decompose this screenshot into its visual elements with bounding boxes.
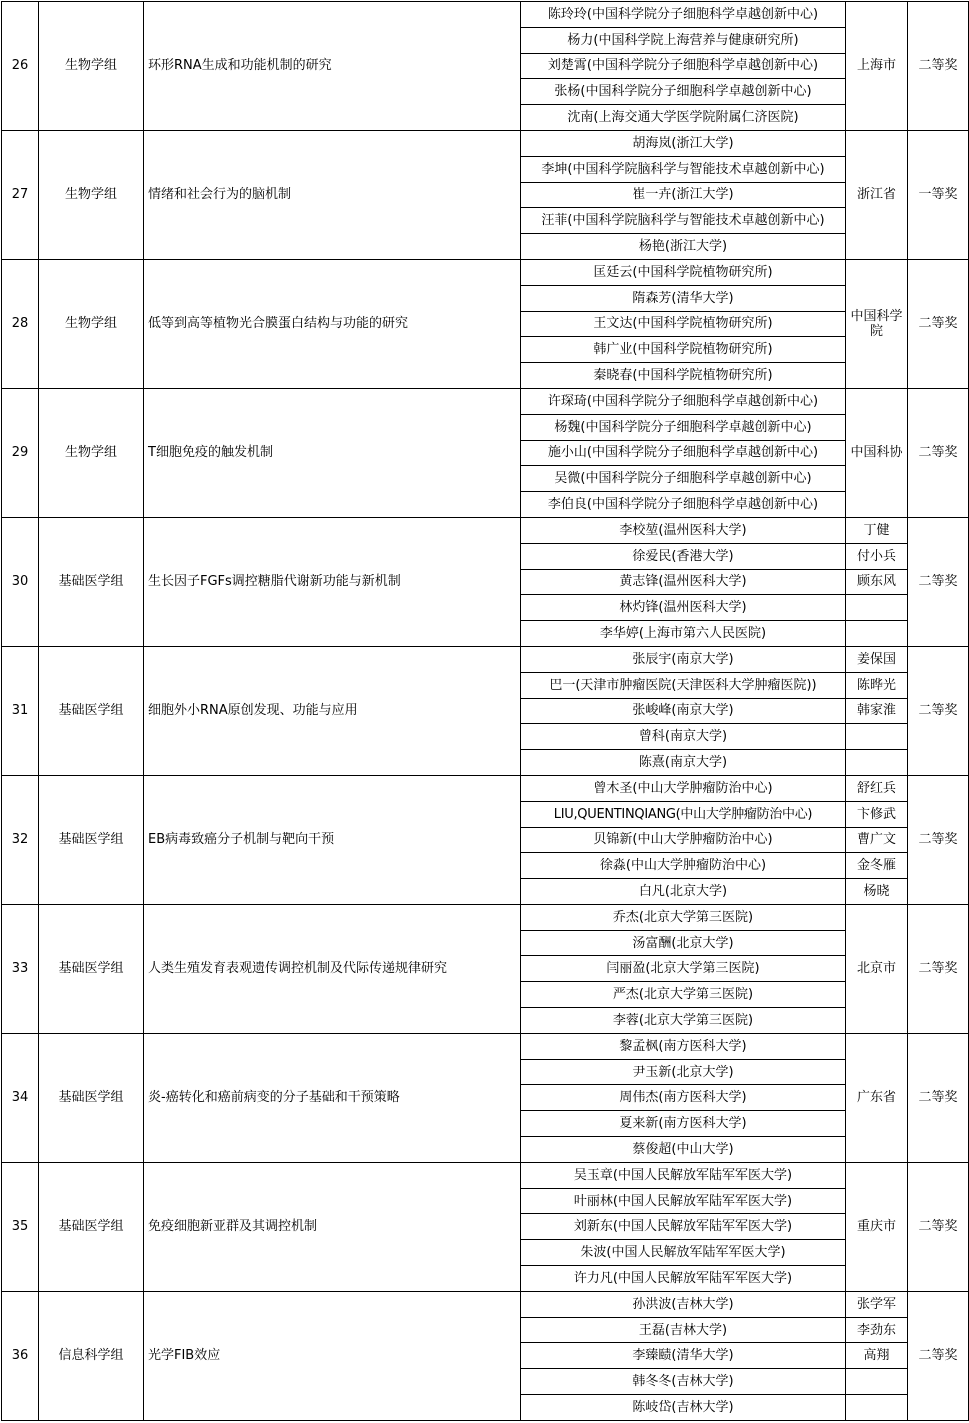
member-name: 李臻赜(清华大学) [521,1343,846,1369]
member-name: 曾科(南京大学) [521,724,846,750]
award-level: 二等奖 [908,775,969,904]
award-level: 二等奖 [908,904,969,1033]
member-name: 沈南(上海交通大学医学院附属仁济医院) [521,105,846,131]
member-name: 李校堃(温州医科大学) [521,517,846,543]
project-number: 26 [2,2,39,131]
recommender: 韩家淮 [846,698,908,724]
project-group: 信息科学组 [39,1291,144,1420]
member-name: 李华婷(上海市第六人民医院) [521,621,846,647]
member-name: 施小山(中国科学院分子细胞科学卓越创新中心) [521,440,846,466]
project-number: 35 [2,1162,39,1291]
recommender: 陈晔光 [846,672,908,698]
member-name: 孙洪波(吉林大学) [521,1291,846,1317]
project-group: 生物学组 [39,130,144,259]
member-name: 巴一(天津市肿瘤医院(天津医科大学肿瘤医院)) [521,672,846,698]
member-name: 贝锦新(中山大学肿瘤防治中心) [521,827,846,853]
member-name: 韩广业(中国科学院植物研究所) [521,337,846,363]
award-table-body [2,2,969,1421]
project-number: 31 [2,646,39,775]
member-name: 陈玲玲(中国科学院分子细胞科学卓越创新中心) [521,2,846,28]
award-level: 一等奖 [908,130,969,259]
recommender: 付小兵 [846,543,908,569]
table-row [2,2,969,28]
member-name: 胡海岚(浙江大学) [521,130,846,156]
table-row [2,904,969,930]
project-group: 基础医学组 [39,1033,144,1162]
member-name: 许力凡(中国人民解放军陆军军医大学) [521,1266,846,1292]
recommender: 重庆市 [846,1162,908,1291]
award-level: 二等奖 [908,646,969,775]
project-group: 生物学组 [39,388,144,517]
recommender: 上海市 [846,2,908,131]
member-name: 黎孟枫(南方医科大学) [521,1033,846,1059]
recommender: 中国科学院 [846,259,908,388]
table-row [2,1033,969,1059]
member-name: 严杰(北京大学第三医院) [521,982,846,1008]
member-name: 许琛琦(中国科学院分子细胞科学卓越创新中心) [521,388,846,414]
project-group: 生物学组 [39,259,144,388]
project-group: 基础医学组 [39,775,144,904]
award-level: 二等奖 [908,1291,969,1420]
project-number: 34 [2,1033,39,1162]
project-title: 炎-癌转化和癌前病变的分子基础和干预策略 [144,1033,521,1162]
award-level: 二等奖 [908,388,969,517]
member-name: 王磊(吉林大学) [521,1317,846,1343]
member-name: 蔡俊超(中山大学) [521,1137,846,1163]
recommender: 广东省 [846,1033,908,1162]
recommender [846,1369,908,1395]
member-name: 刘新东(中国人民解放军陆军军医大学) [521,1214,846,1240]
award-level: 二等奖 [908,259,969,388]
table-row [2,517,969,543]
project-number: 36 [2,1291,39,1420]
award-level: 二等奖 [908,517,969,646]
award-level: 二等奖 [908,1033,969,1162]
recommender: 顾东风 [846,569,908,595]
project-group: 基础医学组 [39,904,144,1033]
project-number: 30 [2,517,39,646]
project-title: 环形RNA生成和功能机制的研究 [144,2,521,131]
member-name: 杨魏(中国科学院分子细胞科学卓越创新中心) [521,414,846,440]
member-name: 吴微(中国科学院分子细胞科学卓越创新中心) [521,466,846,492]
project-number: 27 [2,130,39,259]
member-name: 王文达(中国科学院植物研究所) [521,311,846,337]
member-name: 张辰宇(南京大学) [521,646,846,672]
recommender [846,595,908,621]
member-name: 夏来新(南方医科大学) [521,1111,846,1137]
project-title: 人类生殖发育表观遗传调控机制及代际传递规律研究 [144,904,521,1033]
member-name: 曾木圣(中山大学肿瘤防治中心) [521,775,846,801]
member-name: 李蓉(北京大学第三医院) [521,1008,846,1034]
recommender: 曹广文 [846,827,908,853]
recommender [846,621,908,647]
project-title: 细胞外小RNA原创发现、功能与应用 [144,646,521,775]
table-row [2,130,969,156]
member-name: 汤富酬(北京大学) [521,930,846,956]
member-name: 李伯良(中国科学院分子细胞科学卓越创新中心) [521,492,846,518]
project-group: 生物学组 [39,2,144,131]
project-title: 生长因子FGFs调控糖脂代谢新功能与新机制 [144,517,521,646]
recommender: 丁健 [846,517,908,543]
member-name: 张峻峰(南京大学) [521,698,846,724]
recommender [846,1395,908,1421]
member-name: 徐爱民(香港大学) [521,543,846,569]
member-name: 尹玉新(北京大学) [521,1059,846,1085]
table-row [2,388,969,414]
member-name: 张杨(中国科学院分子细胞科学卓越创新中心) [521,79,846,105]
member-name: 黄志锋(温州医科大学) [521,569,846,595]
award-level: 二等奖 [908,1162,969,1291]
recommender: 中国科协 [846,388,908,517]
table-row [2,1291,969,1317]
project-title: EB病毒致癌分子机制与靶向干预 [144,775,521,904]
table-row [2,775,969,801]
project-number: 28 [2,259,39,388]
member-name: 崔一卉(浙江大学) [521,182,846,208]
award-table [1,1,969,1421]
member-name: 林灼锋(温州医科大学) [521,595,846,621]
project-group: 基础医学组 [39,517,144,646]
member-name: 徐淼(中山大学肿瘤防治中心) [521,853,846,879]
member-name: 陈岐岱(吉林大学) [521,1395,846,1421]
project-title: 免疫细胞新亚群及其调控机制 [144,1162,521,1291]
member-name: 秦晓春(中国科学院植物研究所) [521,363,846,389]
table-row [2,646,969,672]
recommender: 金冬雁 [846,853,908,879]
project-title: 低等到高等植物光合膜蛋白结构与功能的研究 [144,259,521,388]
member-name: 汪菲(中国科学院脑科学与智能技术卓越创新中心) [521,208,846,234]
member-name: 周伟杰(南方医科大学) [521,1085,846,1111]
member-name: 杨艳(浙江大学) [521,234,846,260]
member-name: 陈熹(南京大学) [521,750,846,776]
member-name: 杨力(中国科学院上海营养与健康研究所) [521,27,846,53]
project-group: 基础医学组 [39,646,144,775]
project-number: 29 [2,388,39,517]
project-group: 基础医学组 [39,1162,144,1291]
member-name: 乔杰(北京大学第三医院) [521,904,846,930]
recommender: 浙江省 [846,130,908,259]
recommender: 高翔 [846,1343,908,1369]
recommender: 北京市 [846,904,908,1033]
member-name: 刘楚霄(中国科学院分子细胞科学卓越创新中心) [521,53,846,79]
table-row [2,1162,969,1188]
recommender: 杨晓 [846,879,908,905]
recommender: 卞修武 [846,801,908,827]
table-row [2,259,969,285]
recommender: 张学军 [846,1291,908,1317]
member-name: 白凡(北京大学) [521,879,846,905]
member-name: 朱波(中国人民解放军陆军军医大学) [521,1240,846,1266]
project-title: T细胞免疫的触发机制 [144,388,521,517]
project-number: 32 [2,775,39,904]
member-name: 闫丽盈(北京大学第三医院) [521,956,846,982]
member-name: 匡廷云(中国科学院植物研究所) [521,259,846,285]
member-name: 吴玉章(中国人民解放军陆军军医大学) [521,1162,846,1188]
award-level: 二等奖 [908,2,969,131]
project-title: 情绪和社会行为的脑机制 [144,130,521,259]
member-name: 叶丽林(中国人民解放军陆军军医大学) [521,1188,846,1214]
member-name: 隋森芳(清华大学) [521,285,846,311]
member-name: 韩冬冬(吉林大学) [521,1369,846,1395]
project-title: 光学FIB效应 [144,1291,521,1420]
recommender [846,750,908,776]
project-number: 33 [2,904,39,1033]
member-name: LIU,QUENTINQIANG(中山大学肿瘤防治中心) [521,801,846,827]
recommender: 李劲东 [846,1317,908,1343]
recommender: 姜保国 [846,646,908,672]
recommender: 舒红兵 [846,775,908,801]
recommender [846,724,908,750]
member-name: 李坤(中国科学院脑科学与智能技术卓越创新中心) [521,156,846,182]
